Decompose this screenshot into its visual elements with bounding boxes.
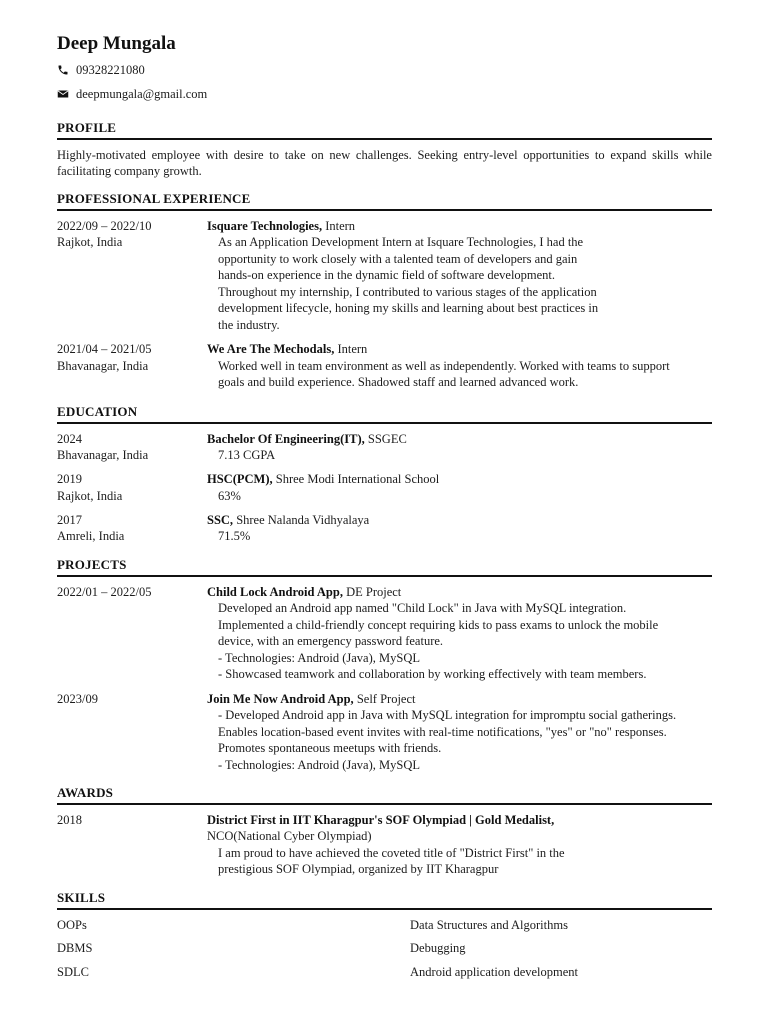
entry-heading [207,691,712,708]
skill-item: SDLC [57,964,89,979]
section-divider [57,803,712,805]
entry-description-line: prestigious SOF Olympiad, organized by IIT Kharagpur [218,862,499,877]
entry-subtitle: Shree Nalanda Vidhyalaya [236,512,370,527]
entry-heading [207,341,712,358]
section-divider [57,422,712,424]
entry-title: SSC, [207,512,234,527]
entry-description-line: Enables location-based event invites with real-time notifications, "yes" or "no" responses. [218,724,667,739]
section-heading: PROFESSIONAL EXPERIENCE [57,191,251,206]
entry-body [207,341,712,391]
project-entry [57,584,712,684]
entry-body [207,431,712,464]
entry-subtitle: DE Project [346,584,402,599]
section-heading: PROFILE [57,120,117,135]
entry-location: Amreli, India [57,529,125,544]
section-heading: EDUCATION [57,404,138,419]
entry-date: 2019 [57,472,82,487]
entry-description-line: hands-on experience in the dynamic field of software development. [218,268,556,283]
entry-heading [207,812,712,829]
section-experience [57,191,712,391]
entry-description-line: Worked well in team environment as well as independently. Worked with teams to support [218,358,670,373]
entry-description-line: Promotes spontaneous meetups with friends. [218,741,442,756]
section-heading: PROJECTS [57,557,127,572]
entry-title: Join Me Now Android App, [207,691,354,706]
entry-description-line: As an Application Development Intern at Isquare Technologies, I had the [218,235,584,250]
entry-heading [207,431,712,448]
entry-location: Bhavanagar, India [57,448,149,463]
entry-meta [57,691,207,774]
entry-title: Bachelor Of Engineering(IT), [207,431,365,446]
entry-body [207,691,712,774]
entry-description-line: - Technologies: Android (Java), MySQL [218,650,420,665]
entry-title: Child Lock Android App, [207,584,343,599]
profile-summary: Highly-motivated employee with desire to take on new challenges. Seeking entry-level opportunities to expand skills while facilitating company growth. [57,147,712,179]
section-awards [57,785,712,878]
skills-grid [57,917,712,988]
entry-meta [57,431,207,464]
education-entry [57,471,712,504]
skill-item: OOPs [57,917,87,932]
email-address: deepmungala@gmail.com [76,87,208,101]
entry-description-line: opportunity to work closely with a talented team of developers and gain [218,251,578,266]
email-icon [57,88,69,100]
entry-location: Bhavanagar, India [57,358,149,373]
skill-item: Android application development [410,964,579,979]
section-divider [57,575,712,577]
experience-entry [57,341,712,391]
section-profile [57,120,712,180]
entry-heading [207,512,712,529]
email-contact [57,86,207,102]
entry-meta [57,341,207,391]
entry-date: 2018 [57,812,82,827]
entry-body [207,812,712,878]
entry-subtitle: Intern [337,342,368,357]
section-divider [57,908,712,910]
entry-subtitle: SSGEC [367,431,407,446]
section-projects [57,557,712,774]
entry-description-line: 7.13 CGPA [218,448,276,463]
entry-meta [57,584,207,684]
entry-description-line: development lifecycle, honing my skills and learning about best practices in [218,301,599,316]
entry-meta [57,512,207,545]
entry-date: 2022/09 – 2022/10 [57,218,152,233]
entry-body [207,512,712,545]
entry-description-line: Developed an Android app named "Child Lock" in Java with MySQL integration. [218,601,627,616]
entry-description-line: I am proud to have achieved the coveted title of "District First" in the [218,845,565,860]
phone-contact [57,62,145,78]
entry-heading [207,218,712,235]
entry-body [207,471,712,504]
section-heading: SKILLS [57,890,106,905]
section-divider [57,138,712,140]
experience-entry [57,218,712,334]
entry-description-line: Implemented a child-friendly concept requiring kids to pass exams to unlock the mobile [218,617,659,632]
entry-title: Isquare Technologies, [207,218,323,233]
education-entry [57,512,712,545]
entry-body [207,584,712,684]
award-entry [57,812,712,878]
section-heading: AWARDS [57,785,114,800]
entry-organization: NCO(National Cyber Olympiad) [207,829,372,844]
entry-description-line: - Developed Android app in Java with MySQL integration for impromptu social gatherings. [218,708,677,723]
entry-date: 2022/01 – 2022/05 [57,584,152,599]
entry-subtitle: Self Project [356,691,416,706]
section-education [57,404,712,545]
entry-title: We Are The Mechodals, [207,342,335,357]
entry-title: District First in IIT Kharagpur's SOF Olympiad | Gold Medalist, [207,812,555,827]
phone-number: 09328221080 [76,63,145,77]
entry-description-line: - Technologies: Android (Java), MySQL [218,757,420,772]
entry-date: 2024 [57,431,82,446]
project-entry [57,691,712,774]
phone-icon [57,64,69,76]
entry-title: HSC(PCM), [207,472,273,487]
section-divider [57,209,712,211]
entry-date: 2021/04 – 2021/05 [57,342,152,357]
candidate-name: Deep Mungala [57,33,176,54]
skill-item: Debugging [410,941,466,955]
entry-meta [57,812,207,878]
entry-description-line: Throughout my internship, I contributed to various stages of the application [218,284,597,299]
entry-date: 2017 [57,512,82,527]
entry-meta [57,471,207,504]
entry-description-line: 71.5% [218,529,251,544]
entry-subtitle: Intern [325,218,356,233]
entry-description-line: the industry. [218,318,280,333]
entry-location: Rajkot, India [57,235,123,250]
entry-subtitle: Shree Modi International School [275,472,440,487]
entry-meta [57,218,207,334]
entry-description-line: device, with an emergency password feature. [218,634,444,649]
entry-heading [207,471,712,488]
entry-description-line: goals and build experience. Shadowed staff and learned advanced work. [218,375,579,390]
skill-item: DBMS [57,941,93,955]
entry-heading [207,584,712,601]
education-entry [57,431,712,464]
entry-body [207,218,712,334]
entry-date: 2023/09 [57,691,98,706]
skill-item: Data Structures and Algorithms [410,917,568,932]
section-skills [57,890,712,987]
entry-location: Rajkot, India [57,488,123,503]
entry-description-line: 63% [218,488,241,503]
entry-description-line: - Showcased teamwork and collaboration by working effectively with team members. [218,667,647,682]
